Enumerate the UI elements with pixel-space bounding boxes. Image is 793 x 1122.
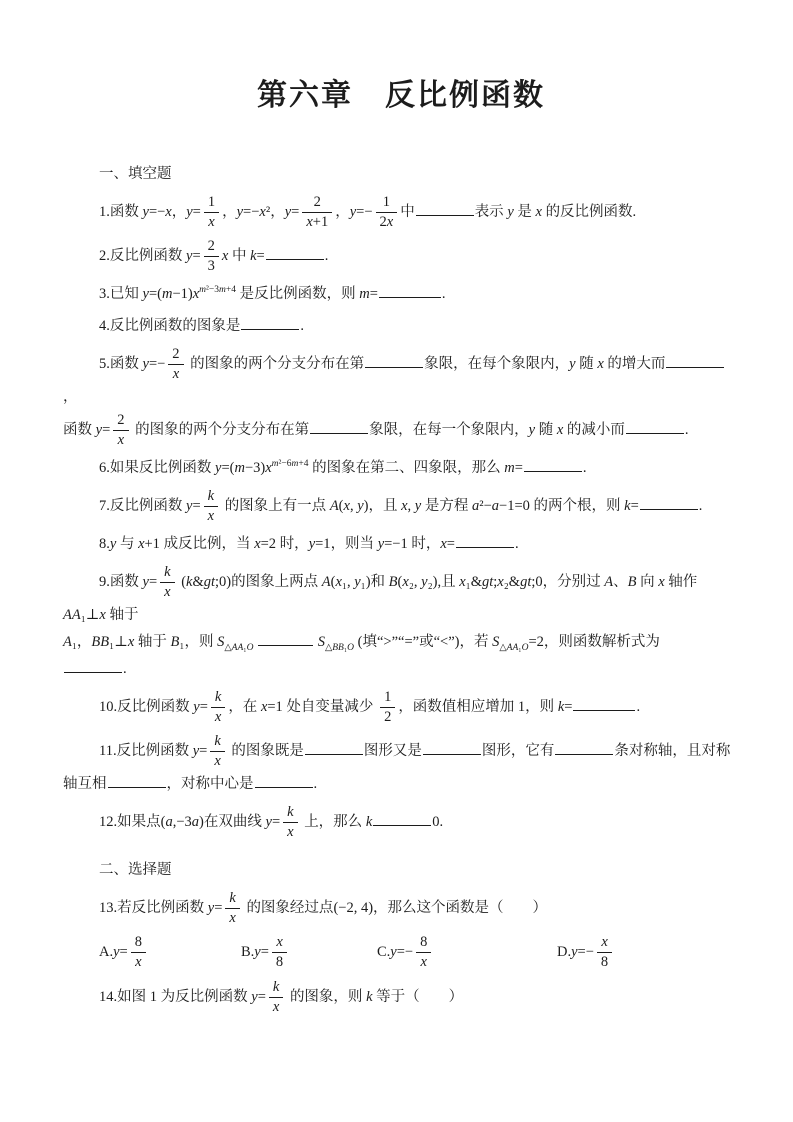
fraction-denominator: x [207, 508, 215, 524]
question-6 [63, 455, 739, 482]
fraction-numerator: k [211, 688, 225, 708]
subscript: △AA₁O [499, 642, 529, 653]
fraction-denominator: x [229, 910, 236, 926]
text-run: ，在 [228, 698, 261, 715]
math-run: (−2, 4) [333, 899, 374, 916]
fraction-numerator: k [160, 563, 174, 583]
math-run: y= [186, 203, 201, 220]
option-A [99, 933, 241, 972]
text-run: 随 [575, 355, 598, 372]
text-run: 象限，在每个象限内， [424, 355, 570, 372]
text-run: 14.如图 1 为反比例函数 [99, 988, 252, 1005]
superscript: m²−3m+4 [199, 285, 236, 296]
math-run: y=− [571, 943, 594, 960]
text-run: 的图象的两个分支分布在第 [131, 421, 310, 438]
text-run: 、 [613, 573, 628, 590]
text-run: . [123, 661, 127, 677]
question-line [63, 313, 739, 340]
math-run: k [366, 988, 373, 1005]
text-run: 时， [276, 536, 309, 552]
text-run: ,且 [437, 573, 460, 590]
fraction-denominator: 3 [207, 258, 215, 274]
text-run: 中 [400, 203, 415, 220]
fraction-denominator: x [272, 999, 280, 1015]
question-line [63, 193, 739, 232]
text-run: 9.函数 [99, 573, 143, 590]
fraction-denominator: 8 [600, 954, 609, 970]
text-run: ， [270, 203, 285, 220]
math-run: x= [440, 536, 455, 552]
question-1 [63, 193, 739, 232]
fraction-numerator: 2 [302, 193, 332, 213]
math-run: x+1 [138, 536, 160, 552]
text-run: . [324, 247, 329, 264]
fraction [113, 411, 128, 450]
answer-blank [555, 740, 613, 755]
math-run: y [569, 355, 576, 372]
fraction-denominator: x [164, 584, 171, 600]
answer-blank [365, 353, 423, 368]
question-line [63, 345, 739, 411]
math-run: B [627, 573, 637, 590]
question-line [63, 732, 739, 771]
answer-blank [626, 419, 684, 434]
superscript: m²−6m+4 [271, 459, 309, 470]
text-run: 的图象，则 [286, 988, 367, 1005]
text-run: 是反比例函数，则 [235, 286, 360, 302]
math-run: A₁ [63, 634, 77, 650]
fraction-denominator: x [420, 954, 427, 970]
text-run: C. [377, 943, 391, 960]
text-run: 6.如果反比例函数 [99, 460, 215, 476]
math-run: m= [504, 460, 523, 476]
question-5 [63, 345, 739, 450]
page-title: 第六章 反比例函数 [257, 79, 545, 112]
math-run: x₁&gt;x₂&gt;0 [459, 573, 543, 590]
question-line [63, 455, 739, 482]
fraction-numerator: 2 [113, 411, 128, 431]
question-9 [63, 563, 739, 683]
question-8 [63, 531, 739, 558]
text-run: 上，那么 [300, 813, 366, 830]
text-run: 的图象经过点 [242, 899, 334, 916]
math-run: k= [624, 497, 639, 514]
answer-blank [666, 353, 724, 368]
fraction [168, 345, 183, 384]
math-run: B(x₂, y₂) [388, 573, 438, 590]
math-run: y=(m−1)x [142, 286, 200, 302]
text-run: 7.反比例函数 [99, 497, 186, 514]
text-run: ，函数值相应增加 1，则 [398, 698, 558, 715]
text-run: A. [99, 943, 114, 960]
text-run: 的图象既是 [227, 742, 304, 759]
math-run: y= [192, 742, 208, 759]
fraction [283, 803, 297, 842]
text-run: 的图象在第二、四象限，那么 [308, 460, 505, 476]
math-run: y= [254, 943, 269, 960]
text-run: ， [222, 203, 237, 220]
fraction-numerator: k [225, 889, 239, 909]
answer-blank [379, 283, 441, 298]
question-13 [63, 889, 739, 928]
math-run: y=−x [142, 203, 172, 220]
math-run: x [597, 355, 604, 372]
text-run: . [684, 421, 689, 438]
text-run: 函数 [63, 421, 96, 438]
answer-blank [266, 245, 324, 260]
question-line [63, 237, 739, 276]
math-run: y= [95, 421, 111, 438]
fraction-numerator: k [269, 978, 283, 998]
option-B [241, 933, 377, 972]
text-run: 图形又是 [363, 742, 422, 759]
text-run: ，且 [368, 497, 402, 514]
math-run: k= [557, 698, 573, 715]
question-line [63, 487, 739, 526]
text-run: 随 [535, 421, 557, 438]
fraction [302, 193, 332, 232]
math-run: y=−1 [377, 536, 408, 552]
answer-blank [258, 631, 313, 646]
math-run: y=− [349, 203, 373, 220]
question-line [63, 771, 739, 798]
text-run: 的两个根，则 [529, 497, 625, 514]
question-4 [63, 313, 739, 340]
text-run: 与 [116, 536, 139, 552]
text-run: 的图象上两点 [231, 573, 322, 590]
question-line [63, 563, 739, 629]
text-run: 的增大而 [603, 355, 666, 372]
question-line [63, 629, 739, 656]
text-run [253, 634, 257, 650]
text-run: 的减小而 [563, 421, 625, 438]
text-run: 轴作 [664, 573, 698, 590]
fraction-denominator: x [117, 432, 125, 448]
text-run: . [698, 497, 703, 514]
math-run: x [221, 247, 229, 264]
text-run: . [300, 318, 304, 334]
subscript: △AA₁O [224, 642, 254, 653]
text-run: 10.反比例函数 [99, 698, 194, 715]
math-run: BB₁⊥x [91, 634, 135, 650]
answer-blank [310, 419, 368, 434]
fraction-numerator: x [272, 933, 287, 953]
text-run: 2.反比例函数 [99, 247, 186, 264]
text-run: ， [76, 634, 92, 650]
answer-blank [108, 773, 166, 788]
fraction-denominator: 2x [379, 214, 394, 230]
math-run: y=1 [308, 536, 331, 552]
question-line [63, 531, 739, 558]
text-run: 向 [636, 573, 659, 590]
math-run: y= [251, 988, 266, 1005]
math-run: y [507, 203, 514, 220]
text-run: D. [557, 943, 572, 960]
questions-container [63, 162, 739, 1017]
text-run: . [636, 698, 641, 715]
answer-blank [524, 457, 582, 472]
text-run: (填“>”“=”或“<”)，若 [354, 634, 493, 650]
fraction-denominator: x [172, 366, 180, 382]
fraction [597, 933, 612, 972]
fraction [376, 193, 398, 232]
fraction-numerator: 1 [376, 193, 398, 213]
fraction [211, 688, 225, 727]
fraction [210, 732, 224, 771]
question-line [63, 889, 739, 928]
math-run: y= [265, 813, 281, 830]
question-13-options [99, 933, 739, 972]
fraction-denominator: x [135, 954, 142, 970]
section-2-heading: 二、选择题 [99, 862, 172, 878]
text-run: 条对称轴，且对称 [614, 742, 731, 759]
math-run: S [317, 634, 325, 650]
question-10 [63, 688, 739, 727]
text-run: 时， [407, 536, 441, 552]
text-run: 3.已知 [99, 286, 143, 302]
fraction-denominator: 8 [275, 954, 284, 970]
answer-blank [416, 201, 474, 216]
math-run: x [556, 421, 564, 438]
text-run: 图形，它有 [481, 742, 555, 759]
math-run: y [528, 421, 536, 438]
answer-blank [373, 811, 431, 826]
fraction-denominator: x [214, 753, 221, 769]
text-run: 在双曲线 [203, 813, 266, 830]
text-run: 的图象的两个分支分布在第 [186, 355, 365, 372]
text-run: ，则当 [330, 536, 378, 552]
math-run: x [658, 573, 665, 590]
fraction [380, 688, 395, 727]
math-run: S [217, 634, 225, 650]
fraction-numerator: 2 [168, 345, 183, 365]
fraction-denominator: x [208, 214, 215, 230]
math-run: AA₁⊥x [63, 607, 106, 623]
text-run: 11.反比例函数 [99, 742, 193, 759]
option-D [557, 933, 615, 972]
text-run: ，则函数解析式为 [543, 634, 660, 650]
text-run: . [582, 460, 587, 476]
question-line [63, 656, 739, 683]
fraction-numerator: 1 [204, 193, 219, 213]
text-run: ，分别过 [542, 573, 605, 590]
answer-blank [456, 533, 514, 548]
question-line [63, 688, 739, 727]
text-run: 轴于 [105, 607, 139, 623]
fraction [204, 487, 218, 526]
fraction-denominator: x [287, 824, 294, 840]
math-run: (a,−3a) [160, 813, 204, 830]
answer-blank [255, 773, 313, 788]
text-run: 是方程 [421, 497, 472, 514]
text-run: . [441, 286, 446, 302]
math-run: y= [193, 698, 208, 715]
text-run: ，对称中心是 [166, 776, 254, 792]
question-line [63, 978, 739, 1017]
fraction-numerator: x [597, 933, 612, 953]
math-run: (k&gt;0) [181, 573, 232, 590]
math-run: x, y [401, 497, 422, 514]
subscript: △BB₁O [324, 642, 355, 653]
answer-blank [305, 740, 363, 755]
math-run: y [109, 536, 117, 552]
answer-blank [241, 315, 299, 330]
fraction-numerator: 8 [416, 933, 431, 953]
math-run: B₁ [170, 634, 185, 650]
text-run: 中 [228, 247, 251, 264]
text-run: 的反比例函数. [541, 203, 637, 220]
text-run: 等于（ ） [372, 988, 464, 1005]
math-run: y= [207, 899, 223, 916]
question-line [63, 281, 739, 308]
answer-blank [423, 740, 481, 755]
text-run: 13.若反比例函数 [99, 899, 208, 916]
math-run: A(x₁, y₁) [321, 573, 371, 590]
fraction-denominator: x+1 [306, 214, 329, 230]
text-run: 轴互相 [63, 776, 107, 792]
math-run: x=2 [254, 536, 277, 552]
math-run: A(x, y) [329, 497, 369, 514]
text-run: 象限，在每一个象限内， [369, 421, 529, 438]
question-7 [63, 487, 739, 526]
question-11 [63, 732, 739, 798]
math-run: y=− [142, 355, 166, 372]
question-line [63, 803, 739, 842]
text-run: 成反比例，当 [159, 536, 255, 552]
text-run: 0. [432, 813, 444, 830]
section-1-heading: 一、填空题 [99, 166, 172, 182]
question-2 [63, 237, 739, 276]
math-run: y= [284, 203, 300, 220]
math-run: y=−x² [236, 203, 271, 220]
answer-blank [573, 696, 635, 711]
fraction-numerator: 8 [131, 933, 146, 953]
math-run: k [365, 813, 373, 830]
text-run: 1.函数 [99, 203, 143, 220]
question-line [63, 411, 739, 450]
text-run: ， [63, 389, 78, 405]
text-run: 是 [513, 203, 536, 220]
text-run: ，那么这个函数是（ ） [373, 899, 548, 916]
answer-blank [64, 658, 122, 673]
math-run: y= [186, 497, 201, 514]
answer-blank [640, 495, 698, 510]
fraction-denominator: 2 [384, 709, 392, 725]
fraction [204, 237, 219, 276]
text-run: . [514, 536, 519, 552]
math-run: x=1 [260, 698, 283, 715]
fraction [204, 193, 219, 232]
math-run: y= [142, 573, 158, 590]
text-run: ， [171, 203, 187, 220]
math-run: A [604, 573, 614, 590]
math-run: k= [250, 247, 265, 264]
text-run: . [313, 776, 318, 792]
text-run: 表示 [474, 203, 508, 220]
fraction-denominator: x [214, 709, 222, 725]
text-run: 8. [99, 536, 110, 552]
math-run: a²−a−1=0 [471, 497, 530, 514]
fraction-numerator: k [204, 487, 218, 507]
fraction-numerator: k [283, 803, 297, 823]
question-3 [63, 281, 739, 308]
fraction [160, 563, 174, 602]
math-run: y= [113, 943, 128, 960]
text-run: ，则 [184, 634, 218, 650]
math-run: S [492, 634, 500, 650]
text-run: 的图象上有一点 [221, 497, 330, 514]
text-run: 4.反比例函数的图象是 [99, 318, 241, 334]
text-run: 5.函数 [99, 355, 143, 372]
text-run: 和 [370, 573, 389, 590]
text-run: 处自变量减少 [282, 698, 378, 715]
fraction [416, 933, 431, 972]
option-C [377, 933, 557, 972]
math-run: =2 [528, 634, 544, 650]
fraction [131, 933, 146, 972]
text-run: B. [241, 943, 255, 960]
fraction-numerator: 1 [380, 688, 395, 708]
math-run: y=− [390, 943, 414, 960]
fraction [225, 889, 239, 928]
math-run: m= [359, 286, 378, 302]
fraction [269, 978, 283, 1017]
math-run: x [535, 203, 542, 220]
text-run: 12.如果点 [99, 813, 161, 830]
fraction [272, 933, 287, 972]
question-12 [63, 803, 739, 842]
fraction-numerator: 2 [204, 237, 219, 257]
fraction-numerator: k [210, 732, 224, 752]
math-run: y=(m−3)x [215, 460, 272, 476]
text-run: 轴于 [134, 634, 171, 650]
math-run: y= [186, 247, 201, 264]
question-14 [63, 978, 739, 1017]
text-run: ， [335, 203, 350, 220]
